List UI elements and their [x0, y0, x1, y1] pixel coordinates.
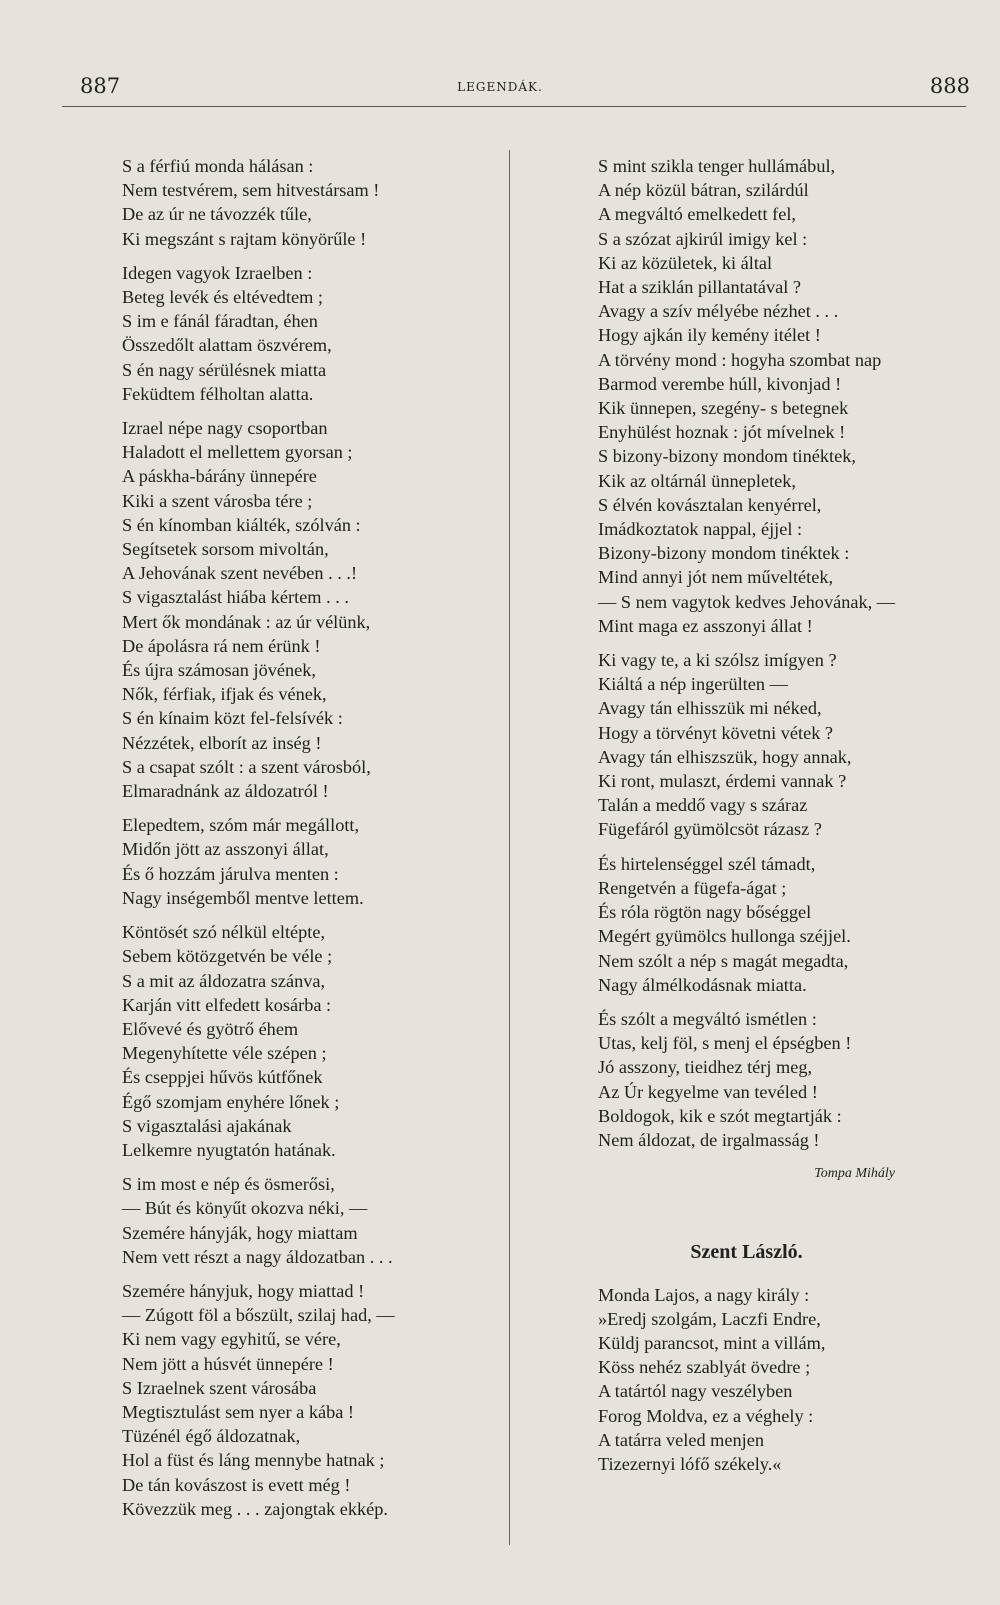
verse-line: Avagy a szív mélyébe nézhet . . .	[598, 301, 839, 322]
verse-line: Feküdtem félholtan alatta.	[122, 383, 314, 404]
verse-line: Összedőlt alattam öszvérem,	[122, 335, 332, 356]
verse-line: Fügefáról gyümölcsöt rázasz ?	[598, 819, 822, 840]
verse-line: Ki vagy te, a ki szólsz imígyen ?	[598, 650, 837, 671]
verse-line: Megért gyümölcs hullonga széjjel.	[598, 926, 851, 947]
verse-line: Avagy tán elhisszük mi néked,	[598, 698, 822, 719]
verse-line: Karján vitt elfedett kosárba :	[122, 994, 332, 1015]
column-divider	[509, 150, 510, 1545]
verse-line: Nézzétek, elborít az inség !	[122, 732, 322, 753]
verse-line: Nagy álmélkodásnak miatta.	[598, 974, 807, 995]
left-column	[122, 154, 395, 1531]
poem-signature: Tompa Mihály	[814, 1166, 896, 1182]
page-header	[0, 74, 1000, 104]
verse-line: S élvén kovásztalan kenyérrel,	[598, 494, 822, 515]
verse-line: Beteg levék és eltévedtem ;	[122, 287, 324, 308]
verse-line: Barmod verembe húll, kivonjad !	[598, 373, 842, 394]
verse-line: Nem szólt a nép s magát megadta,	[598, 950, 849, 971]
poem2-body	[598, 1283, 895, 1477]
verse-line: S bizony-bizony mondom tinéktek,	[598, 446, 856, 467]
verse-line: S Izraelnek szent városába	[122, 1377, 317, 1398]
stanza	[122, 1279, 395, 1521]
verse-line: S a szózat ajkirúl imigy kel :	[598, 228, 808, 249]
verse-line: Kövezzük meg . . . zajongtak ekkép.	[122, 1498, 388, 1519]
verse-line: Forog Moldva, ez a véghely :	[598, 1405, 814, 1426]
verse-line: Midőn jött az asszonyi állat,	[122, 839, 329, 860]
verse-line: Égő szomjam enyhére lőnek ;	[122, 1091, 340, 1112]
verse-line: Megenyhítette véle szépen ;	[122, 1043, 327, 1064]
stanza	[598, 852, 895, 997]
verse-line: Mint maga ez asszonyi állat !	[598, 615, 813, 636]
verse-line: Küldj parancsot, mint a villám,	[598, 1332, 826, 1353]
header-rule	[62, 106, 966, 107]
verse-line: De tán kovászost is evett még !	[122, 1474, 351, 1495]
verse-line: Sebem kötözgetvén be véle ;	[122, 946, 333, 967]
verse-line: Nem áldozat, de irgalmasság !	[598, 1129, 820, 1150]
verse-line: »Eredj szolgám, Laczfi Endre,	[598, 1308, 821, 1329]
verse-line: A nép közül bátran, szilárdúl	[598, 180, 809, 201]
verse-line: Imádkoztatok nappal, éjjel :	[598, 519, 803, 540]
verse-line: S én nagy sérülésnek miatta	[122, 359, 327, 380]
verse-line: És ő hozzám járulva menten :	[122, 863, 339, 884]
verse-line: Lelkemre nyugtatón hatának.	[122, 1139, 336, 1160]
verse-line: Enyhülést hoznak : jót mívelnek !	[598, 422, 846, 443]
verse-line: Nem vett részt a nagy áldozatban . . .	[122, 1246, 393, 1267]
verse-line: Szemére hányjuk, hogy miattad !	[122, 1280, 365, 1301]
verse-line: Ki ront, mulaszt, érdemi vannak ?	[598, 771, 847, 792]
right-stanzas	[598, 154, 895, 1152]
verse-line: Az Úr kegyelme van tevéled !	[598, 1081, 818, 1102]
verse-line: Hogy ajkán ily kemény itélet !	[598, 325, 821, 346]
verse-line: Ki az közületek, ki által	[598, 252, 773, 273]
page-number-right: 888	[929, 74, 970, 98]
verse-line: Elepedtem, szóm már megállott,	[122, 815, 360, 836]
verse-line: Utas, kelj föl, s menj el épségben !	[598, 1033, 852, 1054]
stanza	[122, 416, 395, 803]
verse-line: A páskha-bárány ünnepére	[122, 466, 317, 487]
stanza	[598, 1007, 895, 1152]
stanza	[122, 813, 395, 910]
running-title: LEGENDÁK.	[457, 80, 543, 94]
verse-line: S én kínaim közt fel-felsívék :	[122, 708, 343, 729]
verse-line: A tatártól nagy veszélyben	[598, 1381, 793, 1402]
verse-line: Tizezernyi lófő székely.«	[598, 1453, 782, 1474]
page-number-left: 887	[80, 74, 121, 98]
verse-line: S én kínomban kiálték, szólván :	[122, 514, 361, 535]
verse-line: Nem jött a húsvét ünnepére !	[122, 1353, 334, 1374]
verse-line: Kiki a szent városba tére ;	[122, 490, 313, 511]
verse-line: Tüzénél égő áldozatnak,	[122, 1426, 301, 1447]
verse-line: Kik az oltárnál ünnepletek,	[598, 470, 796, 491]
verse-line: De az úr ne távozzék tűle,	[122, 204, 312, 225]
verse-line: A tatárra veled menjen	[598, 1429, 764, 1450]
verse-line: Izrael népe nagy csoportban	[122, 418, 328, 439]
verse-line: És újra számosan jövének,	[122, 660, 316, 681]
verse-line: S mint szikla tenger hullámábul,	[598, 156, 836, 176]
verse-line: — Zúgott föl a bőszült, szilaj had, —	[122, 1305, 395, 1326]
verse-line: S vigasztalási ajakának	[122, 1115, 292, 1136]
verse-line: Jó asszony, tieidhez térj meg,	[598, 1057, 813, 1078]
verse-line: S im most e nép és ösmerősi,	[122, 1174, 335, 1195]
verse-line: Mind annyi jót nem műveltétek,	[598, 567, 834, 588]
verse-line: Bizony-bizony mondom tinéktek :	[598, 543, 850, 564]
right-column	[598, 154, 895, 1476]
verse-line: És cseppjei hűvös kútfőnek	[122, 1067, 323, 1088]
verse-line: Kiáltá a nép ingerülten —	[598, 674, 788, 695]
verse-line: S vigasztalást hiába kértem . . .	[122, 587, 349, 608]
verse-line: S a férfiú monda hálásan :	[122, 156, 314, 176]
verse-line: De ápolásra rá nem érünk !	[122, 635, 321, 656]
stanza	[122, 1172, 395, 1269]
verse-line: Ki megszánt s rajtam könyörűle !	[122, 228, 367, 249]
stanza	[122, 261, 395, 406]
verse-line: Mert ők mondának : az úr vélünk,	[122, 611, 371, 632]
verse-line: Haladott el mellettem gyorsan ;	[122, 442, 353, 463]
poem-title: Szent László.	[690, 1241, 803, 1264]
verse-line: S a mit az áldozatra szánva,	[122, 970, 326, 991]
verse-line: Köss nehéz szablyát övedre ;	[598, 1357, 811, 1378]
verse-line: Avagy tán elhiszszük, hogy annak,	[598, 746, 852, 767]
verse-line: S im e fánál fáradtan, éhen	[122, 311, 318, 332]
verse-line: Nagy inségemből mentve lettem.	[122, 887, 364, 908]
verse-line: És hirtelenséggel szél támadt,	[598, 853, 816, 874]
verse-line: A törvény mond : hogyha szombat nap	[598, 349, 882, 370]
verse-line: Idegen vagyok Izraelben :	[122, 262, 313, 283]
verse-line: Szemére hányják, hogy miattam	[122, 1222, 358, 1243]
verse-line: És szólt a megváltó ismétlen :	[598, 1008, 817, 1029]
verse-line: Nők, férfiak, ifjak és vének,	[122, 684, 327, 705]
verse-line: Hogy a törvényt követni vétek ?	[598, 722, 834, 743]
verse-line: Elővevé és gyötrő éhem	[122, 1018, 299, 1039]
verse-line: A megváltó emelkedett fel,	[598, 204, 796, 225]
verse-line: S a csapat szólt : a szent városból,	[122, 756, 371, 777]
verse-line: Kik ünnepen, szegény- s betegnek	[598, 398, 849, 419]
verse-line: Köntösét szó nélkül eltépte,	[122, 922, 326, 943]
verse-line: Monda Lajos, a nagy király :	[598, 1284, 810, 1305]
verse-line: Hat a sziklán pillantatával ?	[598, 277, 802, 298]
stanza	[122, 154, 395, 251]
verse-line: Boldogok, kik e szót megtartják :	[598, 1105, 842, 1126]
verse-line: Hol a füst és láng mennybe hatnak ;	[122, 1450, 385, 1471]
verse-line: És róla rögtön nagy bőséggel	[598, 902, 812, 923]
stanza	[598, 154, 895, 638]
verse-line: Talán a meddő vagy s száraz	[598, 795, 808, 816]
stanza	[598, 648, 895, 842]
verse-line: A Jehovának szent nevében . . .!	[122, 563, 358, 584]
verse-line: Segítsetek sorsom mivoltán,	[122, 539, 329, 560]
verse-line: — S nem vagytok kedves Jehovának, —	[598, 591, 896, 612]
stanza	[122, 920, 395, 1162]
verse-line: Nem testvérem, sem hitvestársam !	[122, 180, 380, 201]
verse-line: Elmaradnánk az áldozatról !	[122, 781, 329, 802]
verse-line: Megtisztulást sem nyer a kába !	[122, 1401, 354, 1422]
verse-line: Rengetvén a fügefa-ágat ;	[598, 877, 787, 898]
verse-line: Ki nem vagy egyhitű, se vére,	[122, 1329, 341, 1350]
verse-line: — Bút és könyűt okozva néki, —	[122, 1198, 368, 1219]
